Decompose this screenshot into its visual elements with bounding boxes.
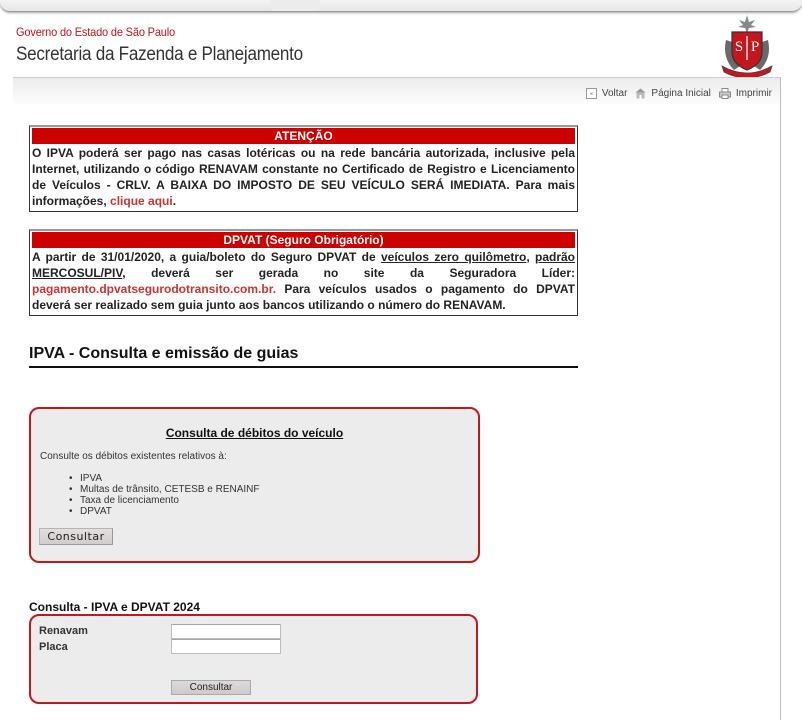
- browser-top-bar: [0, 0, 802, 12]
- toolbar: [13, 78, 780, 106]
- debts-panel-title: Consulta de débitos do veículo: [165, 426, 344, 440]
- home-link-label: Página Inicial: [651, 88, 711, 99]
- attention-notice: [29, 125, 578, 212]
- government-title: Governo do Estado de São Paulo: [16, 25, 175, 39]
- debts-panel: [29, 407, 480, 563]
- page-title: IPVA - Consulta e emissão de guias: [29, 345, 578, 368]
- list-item: • DPVAT: [69, 506, 260, 517]
- dpvat-text-1: A partir de 31/01/2020, a guia/boleto do Seguro DPVAT de: [32, 250, 381, 264]
- list-item: • Multas de trânsito, CETESB e RENAINF: [69, 484, 260, 495]
- attention-text: [32, 144, 575, 209]
- dpvat-title: DPVAT (Seguro Obrigatório): [32, 232, 575, 248]
- print-icon: [719, 88, 731, 99]
- tab-hint: [270, 0, 320, 11]
- seal-letter-s: S: [734, 39, 744, 55]
- back-icon: [586, 88, 597, 99]
- attention-title: ATENÇÃO: [32, 128, 575, 144]
- seal-letter-p: P: [750, 39, 760, 55]
- sp-state-seal-icon: [718, 14, 776, 78]
- dpvat-text-4: Para veículos usados o pagamento do DPVAT deverá ser realizado sem guia junto aos bancos utilizando o número do RENAVAM.: [32, 282, 575, 312]
- toolbar-links: [578, 88, 772, 99]
- print-link[interactable]: [719, 88, 772, 99]
- placa-label: Placa: [39, 641, 68, 653]
- consult-form-button[interactable]: Consultar: [171, 680, 251, 695]
- secretariat-title: Secretaria da Fazenda e Planejamento: [16, 44, 303, 65]
- consult-debts-button[interactable]: Consultar: [39, 528, 113, 545]
- dpvat-notice: [29, 229, 578, 316]
- ipva-dpvat-form: [29, 614, 478, 704]
- dpvat-text-2: ,: [526, 250, 535, 264]
- dpvat-site-link[interactable]: pagamento.dpvatsegurodotransito.com.br.: [32, 282, 277, 296]
- attention-text-main: O IPVA poderá ser pago nas casas lotéricas ou na rede bancária autorizada, inclusive pela Internet, utilizando o código RENAVAM constante no Certificado de Registro e Licenciamento de Veículos - CRLV. A BAIXA DO IMPOSTO DE SEU VEÍCULO SERÁ IMEDIATA. Para mais informações,: [32, 146, 575, 208]
- renavam-input[interactable]: [171, 624, 281, 639]
- back-link-label: Voltar: [601, 88, 628, 99]
- mercosul-link[interactable]: padrão MERCOSUL/PIV: [32, 250, 575, 280]
- dpvat-text-3: , deverá ser gerada no site da Seguradora Líder:: [122, 266, 575, 280]
- form-title: Consulta - IPVA e DPVAT 2024: [29, 600, 200, 614]
- zero-km-link[interactable]: veículos zero quilômetro: [381, 250, 527, 264]
- click-here-link[interactable]: clique aqui: [110, 194, 173, 208]
- placa-input[interactable]: [171, 639, 281, 654]
- renavam-label: Renavam: [39, 625, 88, 637]
- attention-text-end: .: [172, 194, 177, 208]
- site-header: [0, 12, 802, 78]
- print-link-label: Imprimir: [735, 88, 772, 99]
- list-item: • IPVA: [69, 473, 260, 484]
- svg-text:«: «: [589, 90, 594, 98]
- debts-list: [69, 473, 260, 517]
- back-link[interactable]: [586, 88, 628, 99]
- home-icon: [635, 88, 646, 99]
- home-link[interactable]: [635, 88, 710, 99]
- debts-panel-intro: Consulte os débitos existentes relativos à:: [40, 451, 227, 462]
- dpvat-text: [32, 248, 575, 313]
- list-item: • Taxa de licenciamento: [69, 495, 260, 506]
